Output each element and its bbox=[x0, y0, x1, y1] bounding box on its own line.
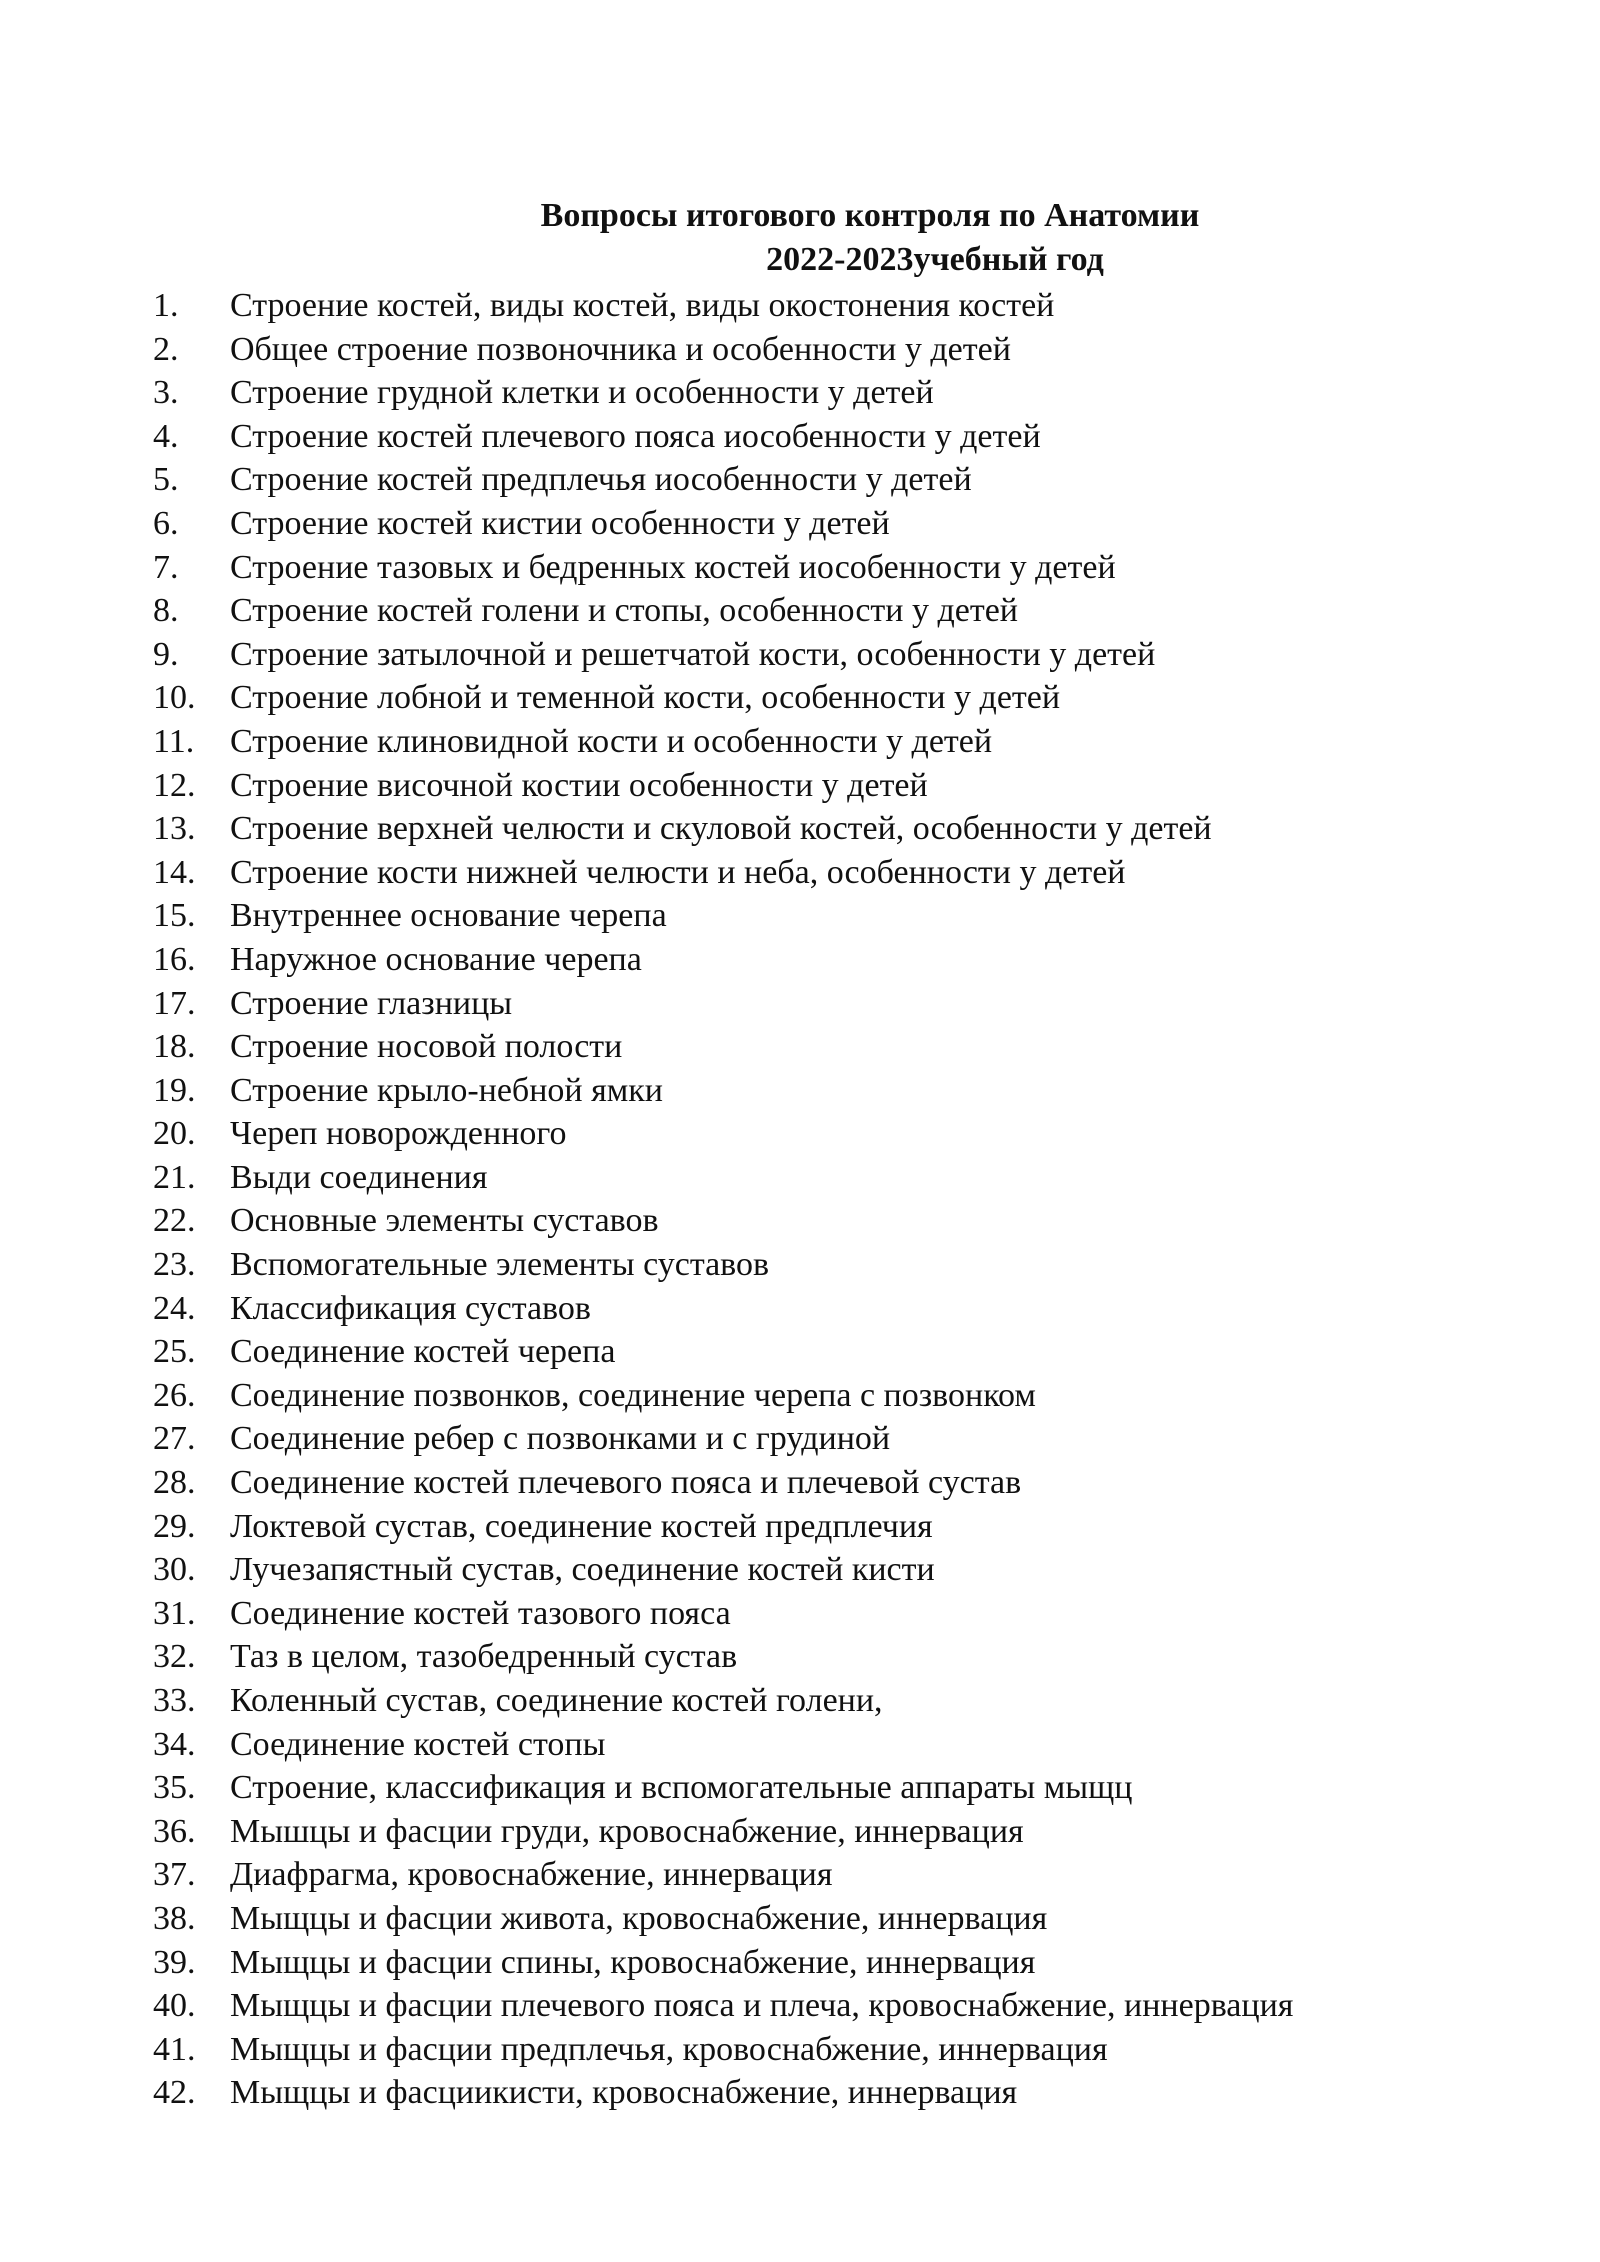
question-number: 19. bbox=[153, 1071, 196, 1109]
question-text: Строение кости нижней челюсти и неба, особенности у детей bbox=[230, 853, 1126, 891]
list-item bbox=[0, 1984, 1600, 2028]
question-text: Соединение костей стопы bbox=[230, 1725, 606, 1763]
list-item bbox=[0, 1243, 1600, 1287]
list-item bbox=[0, 546, 1600, 590]
title-line-2: 2022-2023учебный год bbox=[766, 241, 1104, 278]
list-item bbox=[0, 1548, 1600, 1592]
question-number: 32. bbox=[153, 1638, 196, 1676]
list-item bbox=[0, 1330, 1600, 1374]
list-item bbox=[0, 1635, 1600, 1679]
question-text: Строение костей предплечья иособенности у детей bbox=[230, 461, 972, 499]
question-number: 35. bbox=[153, 1769, 196, 1807]
question-number: 28. bbox=[153, 1464, 196, 1502]
list-item bbox=[0, 2071, 1600, 2115]
question-number: 7. bbox=[153, 548, 179, 586]
question-number: 8. bbox=[153, 592, 179, 630]
question-number: 36. bbox=[153, 1812, 196, 1850]
question-text: Коленный сустав, соединение костей голени, bbox=[230, 1682, 883, 1719]
list-item bbox=[0, 851, 1600, 895]
question-text: Мыщцы и фасции живота, кровоснабжение, иннервация bbox=[230, 1899, 1048, 1937]
question-number: 18. bbox=[153, 1028, 196, 1066]
question-text: Мыщцы и фасциикисти, кровоснабжение, иннервация bbox=[230, 2074, 1018, 2112]
question-text: Таз в целом, тазобедренный сустав bbox=[230, 1638, 738, 1676]
question-number: 42. bbox=[153, 2074, 196, 2112]
list-item bbox=[0, 458, 1600, 502]
question-number: 20. bbox=[153, 1115, 196, 1153]
question-number: 41. bbox=[153, 2030, 196, 2068]
list-item bbox=[0, 982, 1600, 1026]
question-text: Строение височной костии особенности у детей bbox=[230, 766, 928, 804]
question-number: 23. bbox=[153, 1246, 196, 1284]
list-item bbox=[0, 764, 1600, 808]
question-number: 38. bbox=[153, 1899, 196, 1937]
question-number: 30. bbox=[153, 1551, 196, 1589]
list-item bbox=[0, 1374, 1600, 1418]
question-text: Соединение костей плечевого пояса и плечевой сустав bbox=[230, 1464, 1022, 1502]
question-text: Строение лобной и теменной кости, особенности у детей bbox=[230, 679, 1061, 717]
question-number: 14. bbox=[153, 853, 196, 891]
list-item bbox=[0, 1112, 1600, 1156]
list-item bbox=[0, 1417, 1600, 1461]
question-number: 4. bbox=[153, 417, 179, 455]
question-number: 29. bbox=[153, 1507, 196, 1545]
question-text: Строение костей плечевого пояса иособенности у детей bbox=[230, 417, 1041, 455]
list-item bbox=[0, 1461, 1600, 1505]
question-text: Внутреннее основание черепа bbox=[230, 897, 667, 935]
list-item bbox=[0, 1505, 1600, 1549]
question-number: 10. bbox=[153, 679, 196, 717]
list-item bbox=[0, 502, 1600, 546]
question-number: 11. bbox=[153, 722, 195, 760]
list-item bbox=[0, 676, 1600, 720]
list-item bbox=[0, 371, 1600, 415]
question-number: 24. bbox=[153, 1289, 196, 1327]
question-number: 6. bbox=[153, 504, 179, 542]
question-number: 15. bbox=[153, 897, 196, 935]
question-number: 27. bbox=[153, 1420, 196, 1458]
question-list bbox=[0, 284, 1600, 2115]
question-text: Строение, классификация и вспомогательные аппараты мыщц bbox=[230, 1769, 1133, 1807]
list-item bbox=[0, 1723, 1600, 1767]
question-text: Соединение ребер с позвонками и с грудиной bbox=[230, 1420, 891, 1458]
question-text: Соединение костей тазового пояса bbox=[230, 1594, 731, 1632]
question-text: Череп новорожденного bbox=[230, 1115, 567, 1153]
list-item bbox=[0, 1287, 1600, 1331]
question-text: Строение клиновидной кости и особенности у детей bbox=[230, 722, 993, 760]
question-text: Строение носовой полости bbox=[230, 1028, 623, 1066]
question-number: 9. bbox=[153, 635, 179, 673]
question-number: 12. bbox=[153, 766, 196, 804]
question-number: 21. bbox=[153, 1158, 196, 1196]
question-number: 25. bbox=[153, 1333, 196, 1371]
question-text: Строение костей, виды костей, виды окостонения костей bbox=[230, 287, 1055, 324]
question-number: 39. bbox=[153, 1943, 196, 1981]
question-text: Мыщцы и фасции спины, кровоснабжение, иннервация bbox=[230, 1943, 1036, 1981]
question-number: 33. bbox=[153, 1682, 196, 1719]
question-text: Строение крыло-небной ямки bbox=[230, 1071, 663, 1109]
list-item bbox=[0, 1941, 1600, 1985]
question-text: Строение тазовых и бедренных костей иособенности у детей bbox=[230, 548, 1116, 586]
question-text: Классификация суставов bbox=[230, 1289, 591, 1327]
question-text: Соединение костей черепа bbox=[230, 1333, 616, 1371]
list-item bbox=[0, 807, 1600, 851]
list-item bbox=[0, 415, 1600, 459]
question-number: 1. bbox=[153, 287, 179, 324]
list-item bbox=[0, 1199, 1600, 1243]
list-item bbox=[0, 589, 1600, 633]
list-item bbox=[0, 1897, 1600, 1941]
list-item bbox=[0, 2028, 1600, 2072]
list-item bbox=[0, 1025, 1600, 1069]
list-item bbox=[0, 720, 1600, 764]
question-text: Локтевой сустав, соединение костей предплечия bbox=[230, 1507, 933, 1545]
list-item bbox=[0, 1069, 1600, 1113]
question-number: 34. bbox=[153, 1725, 196, 1763]
list-item bbox=[0, 633, 1600, 677]
question-text: Наружное основание черепа bbox=[230, 940, 642, 978]
question-number: 3. bbox=[153, 374, 179, 412]
question-text: Мыщцы и фасции предплечья, кровоснабжение, иннервация bbox=[230, 2030, 1108, 2068]
list-item bbox=[0, 894, 1600, 938]
question-text: Строение костей кистии особенности у детей bbox=[230, 504, 890, 542]
question-number: 2. bbox=[153, 330, 179, 368]
question-text: Мышцы и фасции груди, кровоснабжение, иннервация bbox=[230, 1812, 1024, 1850]
list-item bbox=[0, 1766, 1600, 1810]
list-item bbox=[0, 1592, 1600, 1636]
question-number: 17. bbox=[153, 984, 196, 1022]
list-item bbox=[0, 1810, 1600, 1854]
question-text: Строение глазницы bbox=[230, 984, 513, 1022]
list-item bbox=[0, 328, 1600, 372]
question-text: Вспомогательные элементы суставов bbox=[230, 1246, 770, 1284]
title-line-1: Вопросы итогового контроля по Анатомии bbox=[540, 197, 1200, 234]
list-item bbox=[0, 1156, 1600, 1200]
question-number: 22. bbox=[153, 1202, 196, 1240]
question-text: Основные элементы суставов bbox=[230, 1202, 659, 1240]
question-text: Строение верхней челюсти и скуловой костей, особенности у детей bbox=[230, 810, 1212, 848]
list-item bbox=[0, 938, 1600, 982]
question-number: 5. bbox=[153, 461, 179, 499]
question-text: Строение костей голени и стопы, особенности у детей bbox=[230, 592, 1018, 630]
document-title bbox=[0, 194, 1600, 282]
question-number: 13. bbox=[153, 810, 196, 848]
list-item bbox=[0, 1853, 1600, 1897]
question-number: 26. bbox=[153, 1376, 196, 1414]
question-number: 37. bbox=[153, 1856, 196, 1894]
question-text: Общее строение позвоночника и особенности у детей bbox=[230, 330, 1011, 368]
list-item bbox=[0, 284, 1600, 328]
question-text: Соединение позвонков, соединение черепа с позвонком bbox=[230, 1376, 1036, 1414]
question-text: Диафрагма, кровоснабжение, иннервация bbox=[230, 1856, 833, 1894]
question-number: 16. bbox=[153, 940, 196, 978]
question-text: Мыщцы и фасции плечевого пояса и плеча, кровоснабжение, иннервация bbox=[230, 1987, 1294, 2025]
question-number: 40. bbox=[153, 1987, 196, 2025]
question-text: Строение грудной клетки и особенности у детей bbox=[230, 374, 934, 412]
question-text: Строение затылочной и решетчатой кости, особенности у детей bbox=[230, 635, 1156, 673]
question-text: Выди соединения bbox=[230, 1158, 488, 1196]
question-text: Лучезапястный сустав, соединение костей кисти bbox=[230, 1551, 935, 1589]
question-number: 31. bbox=[153, 1594, 196, 1632]
list-item bbox=[0, 1679, 1600, 1723]
